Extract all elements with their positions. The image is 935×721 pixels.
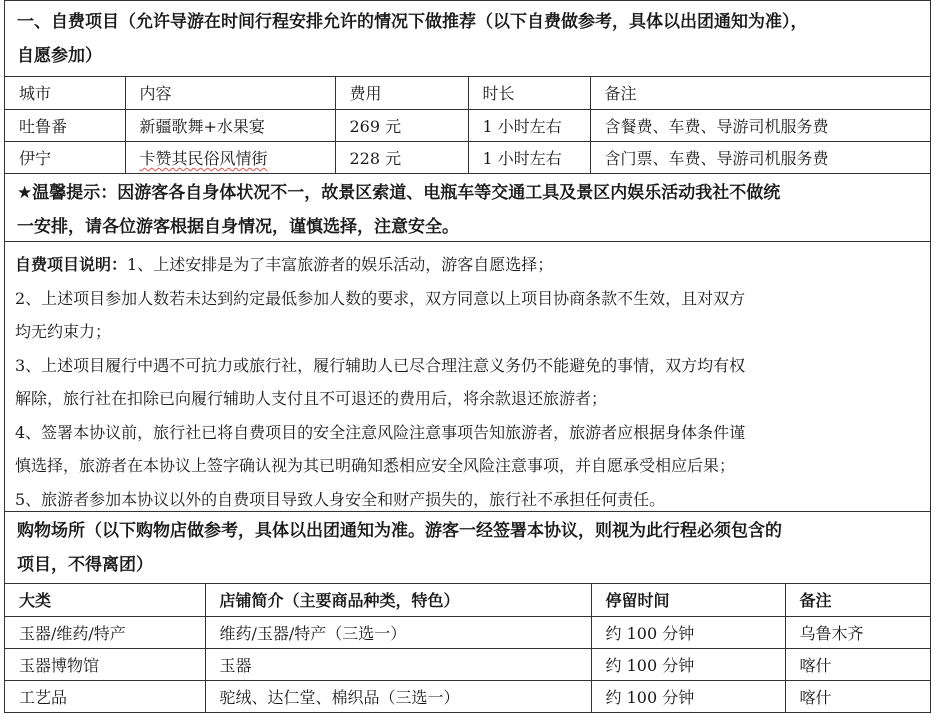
warm-tip-line: 一安排，请各位游客根据自身情况，谨慎选择，注意安全。: [17, 217, 459, 237]
section1-title-line: 一、自费项目（允许导游在时间行程安排允许的情况下做推荐（以下自费做参考，具体以出团通知为准），: [17, 12, 808, 32]
header-cell: 备注: [785, 584, 930, 616]
notes-line: 5、旅游者参加本协议以外的自费项目导致人身安全和财产损失的，旅行社不承担任何责任。: [15, 489, 666, 509]
table-cell: 约 100 分钟: [591, 680, 785, 712]
warm-tip: [5, 173, 930, 241]
table-header-row: [5, 584, 930, 616]
table-cell: 约 100 分钟: [591, 648, 785, 680]
notes-label: 自费项目说明：: [15, 255, 128, 274]
table-cell: 玉器: [205, 648, 591, 680]
table-row: [5, 141, 930, 173]
table-cell: 驼绒、达仁堂、棉织品（三选一）: [205, 680, 591, 712]
warm-tip-line: ★温馨提示：因游客各自身体状况不一，故景区索道、电瓶车等交通工具及景区内娱乐活动我社不做统: [17, 183, 781, 203]
notes-line: 解除，旅行社在扣除已向履行辅助人支付且不可退还的费用后，将余款退还旅游者；: [15, 389, 608, 408]
notes-line: 均无约束力；: [15, 322, 112, 341]
table-row: [5, 680, 930, 712]
table-cell: 工艺品: [5, 680, 205, 712]
header-cell: 大类: [19, 591, 52, 611]
table-cell: 喀什: [785, 648, 930, 680]
header-cell: 停留时间: [591, 584, 785, 616]
notes-text: 1、上述安排是为了丰富旅游者的娱乐活动，游客自愿选择；: [127, 255, 554, 274]
table-cell: 含门票、车费、导游司机服务费: [590, 141, 930, 173]
table-cell: 269 元: [335, 109, 468, 141]
section2-title-line: 项目，不得离团）: [17, 555, 153, 575]
itinerary-document: [4, 0, 931, 713]
optional-items-notes: [5, 241, 930, 511]
table-cell: 吐鲁番: [5, 109, 125, 141]
section2-title: [5, 511, 930, 583]
table-cell: 新疆歌舞+水果宴: [125, 109, 335, 141]
header-cell: 费用: [335, 77, 468, 109]
header-cell: 店铺简介（主要商品种类，特色）: [205, 584, 591, 616]
notes-line: 慎选择，旅游者在本协议上签字确认视为其已明确知悉相应安全风险注意事项，并自愿承受相应后果；: [15, 456, 736, 475]
table-cell: 228 元: [335, 141, 468, 173]
table-cell: 玉器/维药/特产: [5, 616, 205, 648]
notes-line: [15, 248, 920, 282]
table-cell: 含餐费、车费、导游司机服务费: [590, 109, 930, 141]
table-cell: [125, 141, 335, 173]
optional-items-table: [5, 76, 930, 173]
header-cell: 城市: [19, 84, 52, 104]
header-cell: 时长: [468, 77, 590, 109]
header-cell: 内容: [125, 77, 335, 109]
table-cell: 伊宁: [5, 141, 125, 173]
section2-title-line: 购物场所（以下购物店做参考，具体以出团通知为准。游客一经签署本协议，则视为此行程必须包含的: [17, 521, 782, 541]
table-cell: 维药/玉器/特产（三选一）: [205, 616, 591, 648]
table-cell: 喀什: [785, 680, 930, 712]
table-cell: 乌鲁木齐: [785, 616, 930, 648]
table-cell: 1 小时左右: [468, 109, 590, 141]
header-cell: 备注: [590, 77, 930, 109]
table-cell-text: 卡赞其民俗风情街: [139, 148, 268, 168]
table-row: [5, 109, 930, 141]
section1-title-line: 自愿参加）: [17, 46, 102, 66]
notes-line: 4、签署本协议前，旅行社已将自费项目的安全注意风险注意事项告知旅游者，旅游者应根据身体条件谨: [15, 422, 746, 442]
table-cell: 约 100 分钟: [591, 616, 785, 648]
table-row: [5, 616, 930, 648]
notes-line: 2、上述项目参加人数若未达到約定最低参加人数的要求，双方同意以上项目协商条款不生效，且对双方: [15, 288, 746, 308]
shopping-table: [5, 583, 930, 712]
section1-title: [5, 0, 930, 76]
table-header-row: [5, 77, 930, 109]
table-cell: 1 小时左右: [468, 141, 590, 173]
notes-line: 3、上述项目履行中遇不可抗力或旅行社，履行辅助人已尽合理注意义务仍不能避免的事情，双方均有权: [15, 355, 746, 375]
table-cell: 玉器博物馆: [5, 648, 205, 680]
table-row: [5, 648, 930, 680]
